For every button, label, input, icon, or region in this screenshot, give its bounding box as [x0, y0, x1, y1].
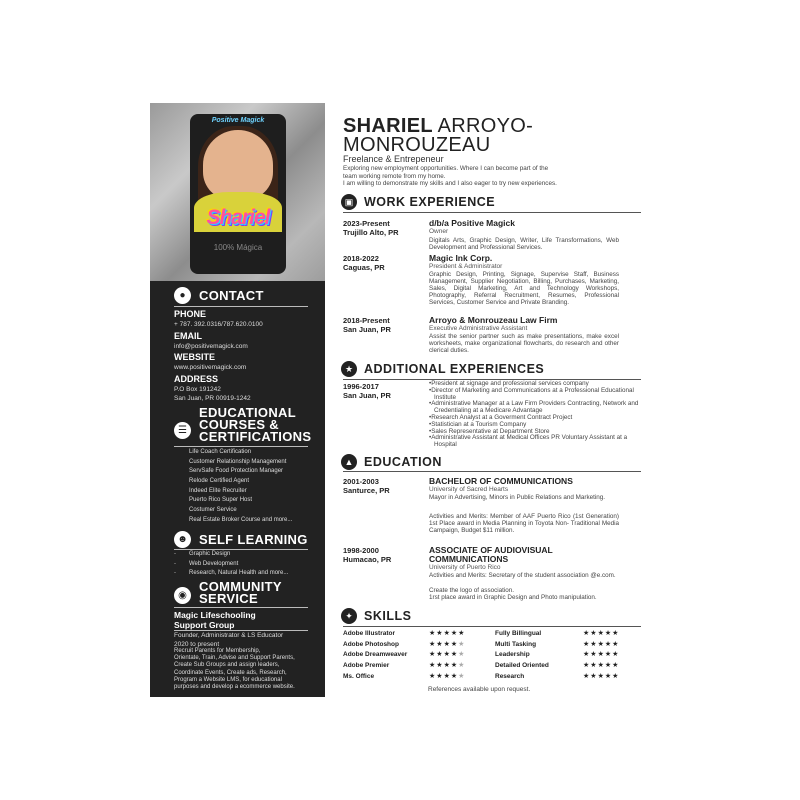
star-icon: ★ [458, 672, 466, 680]
job-dates: 2023-Present [343, 219, 390, 228]
skills-title: SKILLS [364, 609, 412, 623]
skills-heading [341, 608, 411, 624]
courses-title-line-3: CERTIFICATIONS [199, 429, 312, 444]
job-company: Arroyo & Monrouzeau Law Firm [429, 315, 558, 325]
star-icon: ★ [429, 672, 437, 680]
star-icon: ★ [612, 662, 620, 670]
skill-name: Adobe Illustrator [343, 630, 396, 637]
star-icon: ★ [429, 640, 437, 648]
star-icon: ★ [583, 672, 591, 680]
list-item: •Administrative Assistant at Medical Offices PR Voluntary Assistant at a Hospital [429, 434, 628, 449]
list-item: Puerto Rico Super Host [189, 497, 253, 504]
education-description: Mayor in Advertising, Minors in Public Relations and Marketing. [429, 494, 606, 501]
star-icon: ★ [458, 662, 466, 670]
photo-face [203, 130, 273, 200]
user-circle-icon: ● [174, 287, 191, 304]
job-description: Assist the senior partner such as make presentations, make excel worksheets, make organizational flowcharts, do research and other clerical duties. [429, 333, 619, 354]
skill-name: Adobe Dreamweaver [343, 651, 408, 659]
star-icon: ★ [443, 651, 451, 659]
list-item: •Administrative Manager at a Law Firm Providers Contracting, Network and Credentialing at a Medicare Advantage [429, 400, 639, 415]
skill-name: Leadership [495, 651, 530, 659]
skill-name: Adobe Photoshop [343, 640, 399, 648]
education-degree: BACHELOR OF COMMUNICATIONS [429, 476, 573, 486]
self-learning-list [174, 550, 319, 579]
skill-rating [429, 650, 465, 661]
list-item: •Research Analyst at a Goverment Contract Project [429, 413, 573, 421]
skills-right-ratings [583, 629, 619, 682]
list-item: Costumer Service [189, 507, 237, 514]
star-icon: ★ [604, 662, 613, 670]
education-school: University of Puerto Rico [429, 564, 501, 571]
last-name-line-2: MONROUZEAU [343, 134, 491, 156]
star-icon: ★ [604, 630, 613, 637]
star-icon: ★ [612, 640, 620, 648]
list-item: •Sales Representative at Department Store [429, 427, 550, 435]
main-column [343, 103, 643, 697]
star-icon: ★ [590, 651, 598, 659]
courses-title [199, 407, 311, 443]
job-dates: 2018-2022 [343, 254, 379, 263]
skill-rating [583, 672, 619, 683]
address-line-1: P.O Box 191242 [174, 386, 221, 393]
star-icon: ★ [458, 630, 466, 637]
group-icon: ◉ [174, 587, 191, 604]
additional-title: ADDITIONAL EXPERIENCES [364, 362, 545, 376]
skills-left-ratings [429, 629, 465, 682]
email-link[interactable]: info@positivemagick.com [174, 343, 248, 350]
job-location: Caguas, PR [343, 263, 385, 272]
list-item: •Director of Marketing and Communications at a Professional Educational Institute [429, 386, 634, 401]
list-item: Customer Relationship Management [189, 458, 287, 465]
work-heading [341, 194, 495, 210]
phone-value: + 787. 392.0316/787.620.0100 [174, 321, 263, 328]
education-dates: 1998-2000 [343, 546, 379, 555]
last-name-line-1: ARROYO- [437, 115, 534, 137]
education-dates: 2001-2003 [343, 477, 379, 486]
contact-title: CONTACT [199, 287, 264, 303]
person-icon: ☻ [174, 531, 191, 548]
courses-list [174, 448, 319, 526]
courses-title-line-2: COURSES & [199, 417, 279, 432]
skill-rating [583, 661, 619, 672]
star-icon: ★ [443, 662, 451, 670]
photo-name-logo: Shariel [206, 206, 270, 229]
courses-heading [174, 407, 311, 443]
job-description: Graphic Design, Printing, Signage, Supervise Staff, Business Management, Supplier Negotiation, Billing, Purchases, Marketing, Sales, Digital Marketing, Art and Technology Workshops, Photography, Referral Recruitment, Resumes, Professional Services, Customer Service and Private Branding. [429, 271, 619, 306]
list-item: Real Estate Broker Course and more... [189, 516, 293, 523]
address-line-2: San Juan, PR 00919-1242 [174, 395, 251, 402]
address-label: ADDRESS [174, 374, 219, 384]
job-role: Owner [429, 228, 449, 235]
list-item: Life Coach Certification [189, 449, 252, 455]
divider [174, 607, 308, 608]
contact-heading [174, 287, 264, 304]
education-title: EDUCATION [364, 455, 442, 469]
list-item: - Graphic Design [174, 551, 231, 557]
photo-area [150, 103, 325, 281]
star-icon: ★ [590, 640, 598, 648]
community-role: Founder, Administrator & LS Educator [174, 632, 284, 639]
skill-name: Adobe Premier [343, 662, 390, 670]
list-item: Relode Certified Agent [189, 478, 250, 485]
list-item: - Research, Natural Health and more... [174, 570, 289, 577]
skill-name: Research [495, 672, 525, 680]
education-degree-line-2: COMMUNICATIONS [429, 554, 509, 564]
star-icon: ★ [436, 630, 444, 637]
skill-name: Detailed Oriented [495, 662, 549, 670]
education-description: Activities and Merits: Secretary of the student association @e.com. [429, 572, 616, 579]
star-icon: ★ [583, 651, 591, 659]
job-location: San Juan, PR [343, 325, 391, 334]
community-dates: 2020 to present [174, 641, 220, 648]
star-icon: ★ [436, 662, 444, 670]
star-icon: ★ [590, 662, 598, 670]
star-icon: ★ [443, 630, 451, 637]
community-heading [174, 581, 282, 605]
star-icon: ★ [450, 630, 459, 637]
star-icon: ★ [458, 640, 466, 648]
self-learning-title: SELF LEARNING [199, 531, 308, 547]
star-icon: ★ [612, 672, 620, 680]
resume-sheet [150, 103, 650, 697]
list-item: ServSafe Food Protection Manager [189, 468, 284, 475]
star-icon: ★ [429, 662, 437, 670]
star-icon: ★ [597, 630, 605, 637]
star-icon: ★ [429, 651, 437, 659]
job-role: Executive Administrative Assistant [429, 325, 528, 332]
education-merits: Activities and Merits: Member of AAF Puerto Rico (1st Generation) 1st Place award in Media Planning in Toyota Non- Traditional Media Campaign, Budget $11 million. [429, 513, 619, 534]
skills-right-names [495, 629, 549, 682]
star-icon: ★ [443, 640, 451, 648]
divider [343, 212, 641, 213]
star-icon: ★ [436, 640, 444, 648]
community-org-line-1: Magic Lifeschooling [174, 610, 256, 620]
phone-label: PHONE [174, 309, 207, 319]
community-org-line-2: Support Group [174, 620, 235, 630]
divider [343, 626, 641, 627]
job-location: Trujillo Alto, PR [343, 228, 399, 237]
star-icon: ★ [429, 630, 437, 637]
education-description: Create the logo of association. [429, 587, 515, 594]
list-item: - Web Development [174, 560, 239, 567]
star-icon: ★ [597, 672, 605, 680]
email-label: EMAIL [174, 331, 202, 341]
star-icon: ★ [597, 651, 605, 659]
divider [174, 446, 308, 447]
sidebar [150, 103, 325, 697]
star-icon: ★ [604, 651, 613, 659]
star-icon: ★ [443, 672, 451, 680]
education-location: Humacao, PR [343, 555, 392, 564]
star-icon: ★ [436, 672, 444, 680]
star-icon: ★ [450, 672, 459, 680]
courses-title-line-1: EDUCATIONAL [199, 405, 296, 420]
job-role: President & Administrator [429, 263, 503, 270]
star-icon: ★ [597, 662, 605, 670]
community-title: COMMUNITY SERVICE [199, 579, 282, 606]
skill-name: Multi Tasking [495, 640, 537, 648]
skill-rating [583, 650, 619, 661]
wrench-icon: ✦ [341, 608, 357, 624]
star-icon: ★ [583, 662, 591, 670]
summary: Exploring new employment opportunities. Where I can become part of the team working remote from my home. I am willing to demonstrate my skills and I also eager to try new experiences. [343, 165, 557, 187]
list-item: Indeed Elite Recruiter [189, 487, 247, 494]
skill-name: Fully Billingual [495, 630, 542, 637]
star-icon: ★ [450, 651, 459, 659]
divider [343, 471, 641, 472]
additional-list [429, 381, 641, 449]
additional-dates: 1996-2017 [343, 382, 379, 391]
skill-rating [429, 672, 465, 683]
work-title: WORK EXPERIENCE [364, 195, 496, 209]
subtitle: Freelance & Entrepeneur [343, 154, 444, 164]
briefcase-icon: ▣ [341, 194, 357, 210]
star-icon: ★ [458, 651, 466, 659]
education-location: Santurce, PR [343, 486, 390, 495]
additional-location: San Juan, PR [343, 391, 391, 400]
profile-photo [190, 114, 286, 274]
divider [174, 306, 308, 307]
self-learning-heading [174, 531, 308, 548]
skill-rating [429, 640, 465, 651]
community-description: Recruit Parents for Membership, Orientate, Train, Advise and Support Parents, Create Sub Groups and assign leaders, Coordinate Events, Create ads, Research, Program a Website LMS, for educational purposes and develop a ecommerce website. [174, 648, 295, 691]
graduation-cap-icon: ▲ [341, 454, 357, 470]
star-icon: ★ [450, 662, 459, 670]
job-description: Digitals Arts, Graphic Design, Writer, Life Transformations, Web Development and Professional Services. [429, 237, 619, 251]
star-icon: ★ [450, 640, 459, 648]
skill-rating [583, 640, 619, 651]
star-icon: ★ [436, 651, 444, 659]
list-item: •Statistician at a Tourism Company [429, 420, 527, 428]
education-school: University of Sacred Hearts [429, 486, 509, 493]
star-icon: ★ [604, 672, 613, 680]
skill-name: Ms. Office [343, 672, 375, 680]
full-name [343, 117, 533, 155]
star-icon: ★ [590, 630, 598, 637]
additional-heading [341, 361, 544, 377]
skill-rating [429, 629, 465, 640]
star-icon: ★ [597, 640, 605, 648]
star-icon: ★ [590, 672, 598, 680]
job-dates: 2018-Present [343, 316, 390, 325]
photo-brand: Positive Magick [211, 117, 265, 124]
job-company: d/b/a Positive Magick [429, 218, 515, 228]
skill-rating [429, 661, 465, 672]
star-icon: ★ [583, 630, 591, 637]
list-item: •President at signage and professional services company [429, 380, 589, 387]
job-company: Magic Ink Corp. [429, 253, 493, 263]
first-name: SHARIEL [343, 115, 433, 137]
references-note: References available upon request. [428, 686, 531, 693]
star-icon: ★ [583, 640, 591, 648]
skills-left-names [343, 629, 407, 682]
certificate-icon: ☰ [174, 422, 191, 439]
website-link[interactable]: www.positivemagick.com [174, 364, 247, 371]
star-icon: ★ [604, 640, 613, 648]
photo-tagline: 100% Mágica [213, 243, 263, 252]
star-icon: ★ [341, 361, 357, 377]
education-heading [341, 454, 442, 470]
star-icon: ★ [612, 630, 620, 637]
skill-rating [583, 629, 619, 640]
star-icon: ★ [612, 651, 620, 659]
education-degree-line-1: ASSOCIATE OF AUDIOVISUAL [429, 545, 553, 555]
website-label: WEBSITE [174, 352, 216, 362]
education-description: 1rst place award in Graphic Design and Photo manipulation. [429, 594, 597, 601]
divider [174, 630, 308, 631]
